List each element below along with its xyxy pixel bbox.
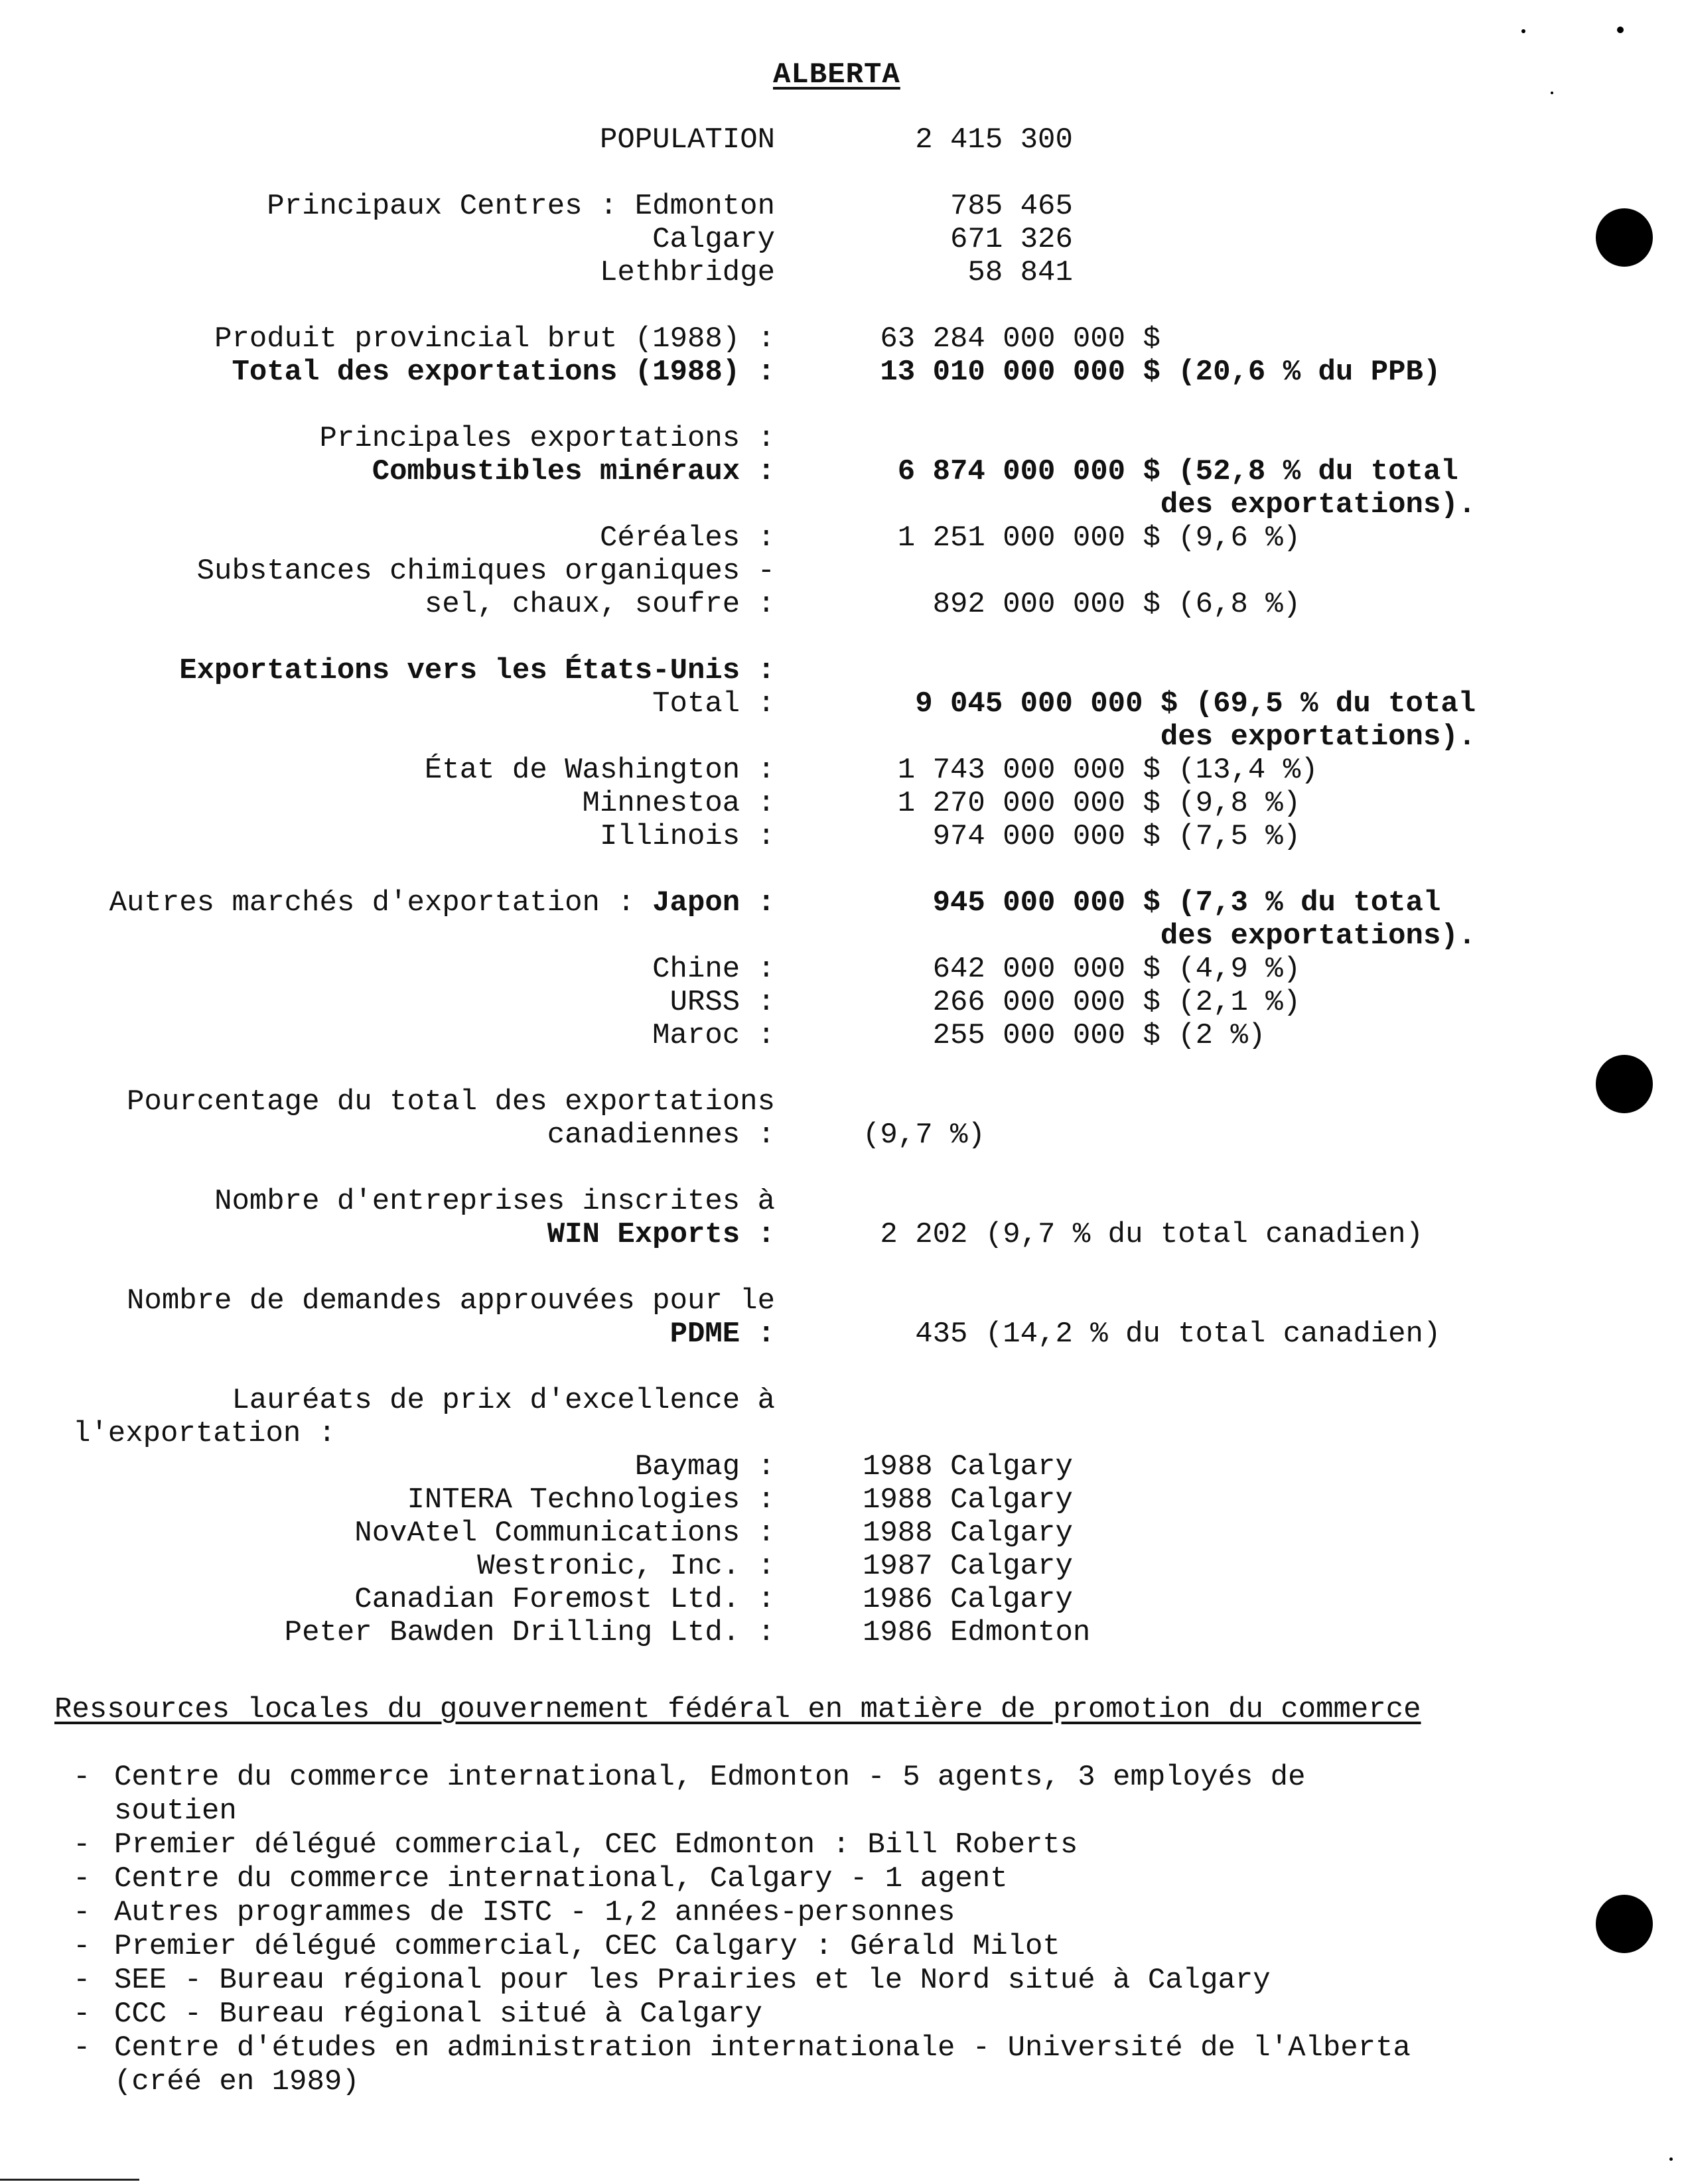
stat-label: Combustibles minéraux : [372,455,775,488]
list-item: - Centre du commerce international, Edmonton - 5 agents, 3 employés de soutien [73,1761,1411,1828]
stat-row [0,521,1686,555]
binder-hole-middle [1596,1055,1653,1113]
stat-label: Total : [652,687,775,720]
stat-row [0,820,1686,853]
stat-value: 1988 Calgary [863,1517,1073,1550]
stat-value: 1 270 000 000 $ (9,8 %) [863,787,1301,820]
stat-label: Nombre de demandes approuvées pour le [127,1284,775,1318]
stat-row [0,1483,1686,1517]
stat-value: 266 000 000 $ (2,1 %) [863,986,1301,1019]
stat-label: Maroc : [652,1019,775,1052]
stat-row [0,588,1686,621]
stat-row [0,422,1686,455]
stat-label [109,886,775,920]
stat-label: Minnestoa : [582,787,775,820]
stat-label: NovAtel Communications : [354,1517,775,1550]
stat-value: 1987 Calgary [863,1550,1073,1583]
stat-row [0,1284,1686,1318]
stat-value: 1988 Calgary [863,1483,1073,1517]
spacer [0,289,1686,322]
spacer [0,1251,1686,1284]
list-item: - Centre d'études en administration internationale - Université de l'Alberta (créé en 1989) [73,2031,1411,2099]
stat-value: 1988 Calgary [863,1450,1073,1483]
list-item: - Premier délégué commercial, CEC Edmonton : Bill Roberts [73,1828,1411,1862]
stat-label: canadiennes : [547,1119,775,1152]
stat-row [0,1384,1686,1417]
stat-value: 2 202 (9,7 % du total canadien) [863,1218,1423,1251]
stat-label: INTERA Technologies : [407,1483,775,1517]
statistics-table [0,123,1686,1649]
stat-row [0,455,1686,488]
stat-value: 785 465 [863,190,1073,223]
stat-label: POPULATION [599,123,775,157]
stat-row [0,720,1686,754]
stat-value: 1 743 000 000 $ (13,4 %) [863,754,1318,787]
spacer [0,389,1686,422]
stat-row [0,654,1686,687]
stat-label: Lethbridge [599,256,775,289]
stat-value: 974 000 000 $ (7,5 %) [863,820,1301,853]
stat-label: WIN Exports : [547,1218,775,1251]
list-item: - Centre du commerce international, Calgary - 1 agent [73,1862,1411,1896]
stat-value: des exportations). [863,488,1476,521]
binder-hole-top [1596,208,1653,267]
spacer [0,1052,1686,1085]
stat-value: des exportations). [863,720,1476,754]
stat-value: 1 251 000 000 $ (9,6 %) [863,521,1301,555]
stat-label: Baymag : [634,1450,775,1483]
stat-row [0,1185,1686,1218]
stat-value: 435 (14,2 % du total canadien) [863,1318,1441,1351]
stat-row [0,1417,1686,1450]
stat-label-bold: Japon : [652,886,775,920]
stat-row [0,1550,1686,1583]
spacer [0,157,1686,190]
stat-value: 671 326 [863,223,1073,256]
list-item: - SEE - Bureau régional pour les Prairies et le Nord situé à Calgary [73,1964,1411,1998]
stat-label: Substances chimiques organiques - [196,555,775,588]
stat-value: 642 000 000 $ (4,9 %) [863,953,1301,986]
stat-row [0,555,1686,588]
spacer [0,853,1686,886]
stat-row [0,322,1686,356]
stat-row [0,1119,1686,1152]
stat-label: Calgary [652,223,775,256]
stat-label: Principaux Centres : Edmonton [267,190,775,223]
stat-label: Peter Bawden Drilling Ltd. : [284,1616,775,1649]
stat-row [0,1450,1686,1483]
stat-label: Pourcentage du total des exportations [127,1085,775,1119]
scan-speck [1669,2157,1673,2161]
stat-label-plain: Autres marchés d'exportation : [109,886,653,920]
stat-label: Chine : [652,953,775,986]
spacer [0,1152,1686,1185]
stat-label: Canadian Foremost Ltd. : [354,1583,775,1616]
stat-label: sel, chaux, soufre : [424,588,775,621]
stat-row [0,1085,1686,1119]
stat-value: 255 000 000 $ (2 %) [863,1019,1266,1052]
stat-label: l'exportation : [73,1417,336,1450]
stat-row [0,1218,1686,1251]
stat-row [0,986,1686,1019]
stat-value: 63 284 000 000 $ [863,322,1160,356]
stat-row [0,1517,1686,1550]
list-item: - CCC - Bureau régional situé à Calgary [73,1998,1411,2031]
stat-label: Exportations vers les États-Unis : [179,654,775,687]
resource-list [73,1761,1411,2099]
section-title: Ressources locales du gouvernement fédéral en matière de promotion du commerce [54,1693,1421,1726]
stat-label: Céréales : [599,521,775,555]
page-title: ALBERTA [773,58,900,92]
stat-value: 892 000 000 $ (6,8 %) [863,588,1301,621]
scan-speck [1521,29,1525,33]
spacer [0,1351,1686,1384]
stat-label: PDME : [669,1318,775,1351]
stat-label: État de Washington : [424,754,775,787]
stat-label: Illinois : [599,820,775,853]
binder-hole-bottom [1596,1895,1653,1953]
list-item: - Premier délégué commercial, CEC Calgary : Gérald Milot [73,1930,1411,1964]
stat-label: Lauréats de prix d'excellence à [232,1384,775,1417]
stat-value: 6 874 000 000 $ (52,8 % du total [863,455,1458,488]
stat-label: Nombre d'entreprises inscrites à [214,1185,775,1218]
stat-value: 13 010 000 000 $ (20,6 % du PPB) [863,356,1441,389]
stat-value: 9 045 000 000 $ (69,5 % du total [863,687,1476,720]
stat-value: 2 415 300 [863,123,1073,157]
stat-row [0,256,1686,289]
scan-speck [1551,92,1553,94]
spacer [0,621,1686,654]
stat-row [0,1616,1686,1649]
stat-row [0,123,1686,157]
stat-label: Total des exportations (1988) : [232,356,775,389]
stat-value: des exportations). [863,920,1476,953]
stat-row [0,920,1686,953]
stat-row [0,886,1686,920]
stat-row [0,754,1686,787]
stat-row [0,190,1686,223]
stat-row [0,1583,1686,1616]
stat-value: 1986 Edmonton [863,1616,1091,1649]
stat-row [0,787,1686,820]
stat-row [0,488,1686,521]
stat-row [0,953,1686,986]
stat-label: Produit provincial brut (1988) : [214,322,775,356]
stat-row [0,356,1686,389]
stat-row [0,1318,1686,1351]
stat-value: 1986 Calgary [863,1583,1073,1616]
stat-row [0,687,1686,720]
stat-label: URSS : [669,986,775,1019]
stat-value: 945 000 000 $ (7,3 % du total [863,886,1441,920]
scan-edge-line [0,2179,139,2181]
stat-label: Westronic, Inc. : [477,1550,775,1583]
scan-speck [1617,27,1624,33]
stat-row [0,223,1686,256]
stat-label: Principales exportations : [319,422,775,455]
list-item: - Autres programmes de ISTC - 1,2 années-personnes [73,1896,1411,1930]
stat-value: (9,7 %) [863,1119,985,1152]
stat-value: 58 841 [863,256,1073,289]
stat-row [0,1019,1686,1052]
